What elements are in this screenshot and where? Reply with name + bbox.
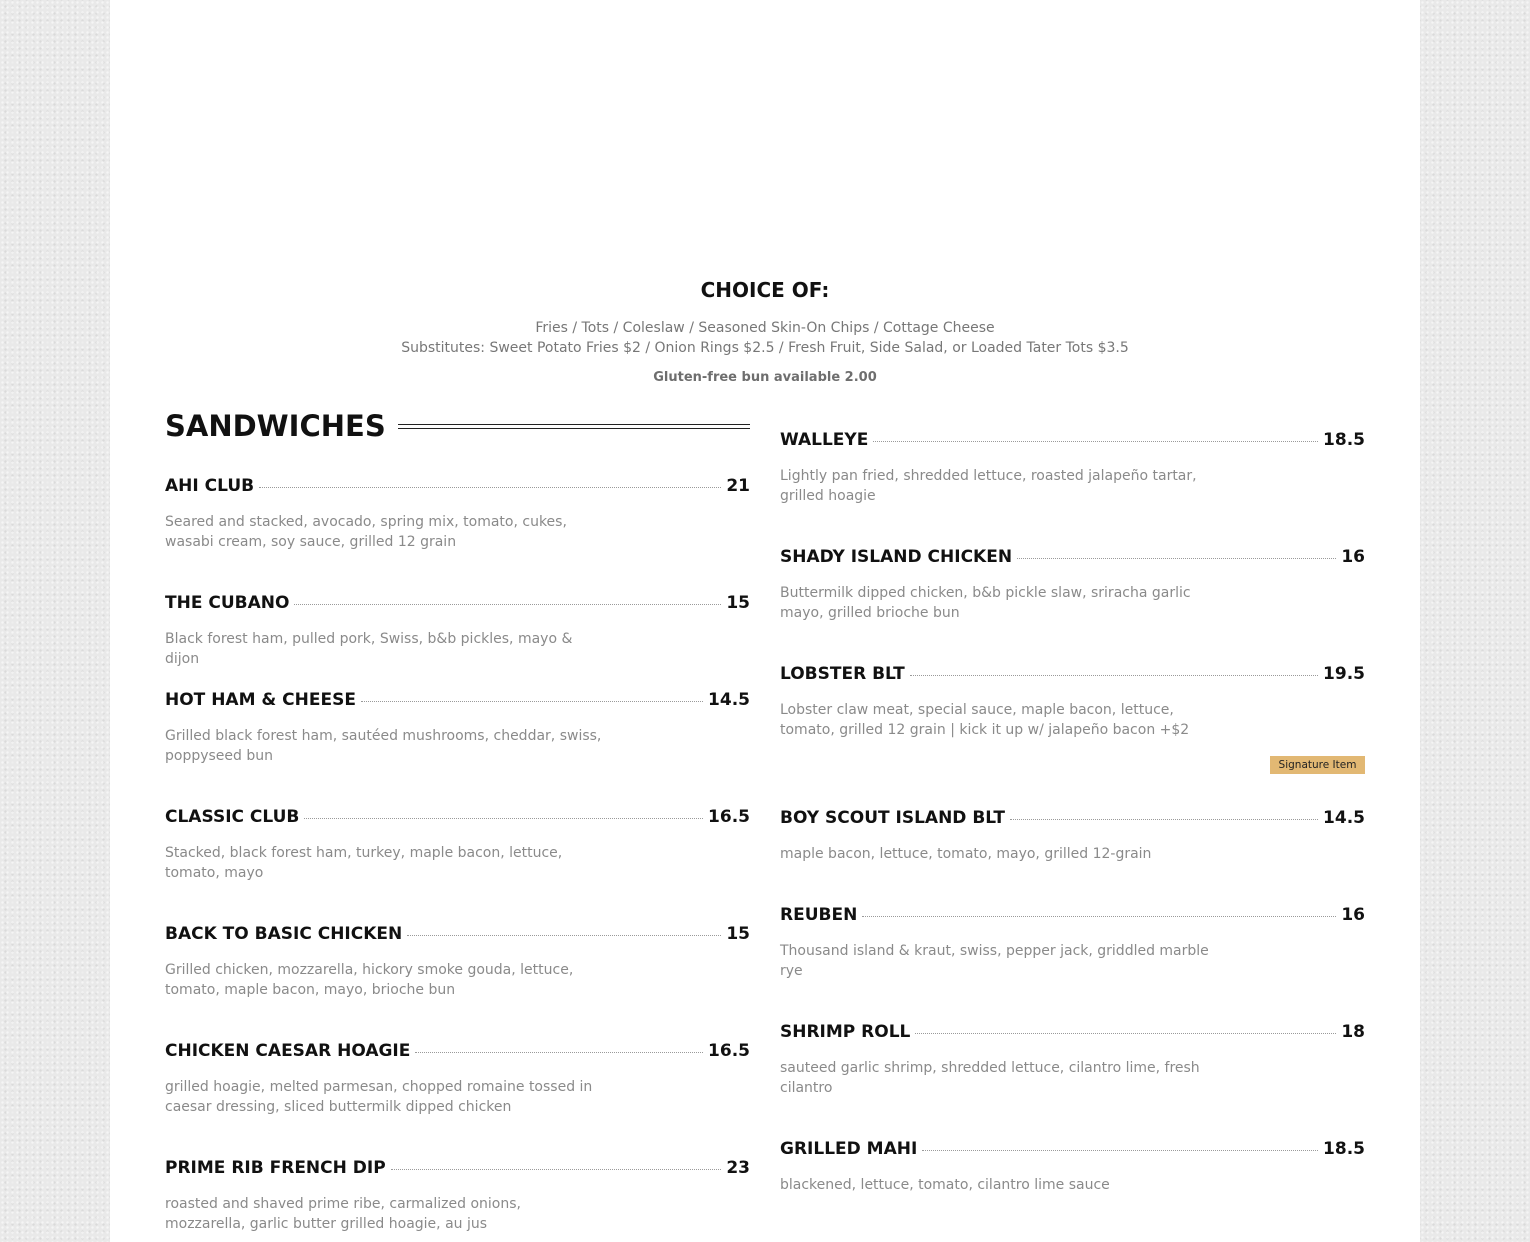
item-name: BOY SCOUT ISLAND BLT: [780, 808, 1005, 828]
item-description: Buttermilk dipped chicken, b&b pickle slaw, sriracha garlic mayo, grilled brioche bun: [780, 585, 1191, 621]
menu-item-lobster-blt: [780, 664, 1365, 740]
menu-item-shrimp-roll: [780, 1022, 1365, 1098]
menu-item-chicken-caesar-hoagie: [165, 1041, 750, 1117]
item-name: CHICKEN CAESAR HOAGIE: [165, 1041, 411, 1061]
dot-leader: [915, 1033, 1336, 1034]
item-name: BACK TO BASIC CHICKEN: [165, 924, 403, 944]
item-description: sauteed garlic shrimp, shredded lettuce, cilantro lime, fresh cilantro: [780, 1060, 1200, 1096]
sandwiches-section-heading: [165, 404, 750, 448]
item-description: Stacked, black forest ham, turkey, maple bacon, lettuce, tomato, mayo: [165, 845, 563, 881]
menu-item-grilled-mahi: [780, 1139, 1365, 1195]
item-name: THE CUBANO: [165, 593, 290, 613]
dot-leader: [361, 701, 703, 702]
item-price: 21: [726, 476, 750, 496]
item-description: Lightly pan fried, shredded lettuce, roasted jalapeño tartar, grilled hoagie: [780, 468, 1197, 504]
item-price: 19.5: [1323, 664, 1365, 684]
menu-item-classic-club: [165, 807, 750, 883]
menu-item-shady-island-chicken: [780, 547, 1365, 623]
item-price: 14.5: [708, 690, 750, 710]
menu-page: [110, 0, 1420, 1242]
item-price: 23: [726, 1158, 750, 1178]
dot-leader: [910, 675, 1318, 676]
dot-leader: [259, 487, 721, 488]
item-price: 15: [726, 593, 750, 613]
item-description: grilled hoagie, melted parmesan, chopped romaine tossed in caesar dressing, sliced buttermilk dipped chicken: [165, 1079, 593, 1115]
item-description: Lobster claw meat, special sauce, maple bacon, lettuce, tomato, grilled 12 grain | kick it up w/ jalapeño bacon +$2: [780, 702, 1190, 738]
dot-leader: [1010, 819, 1318, 820]
dot-leader: [862, 916, 1336, 917]
item-name: WALLEYE: [780, 430, 869, 450]
signature-item-badge: Signature Item: [1270, 756, 1365, 774]
item-name: SHRIMP ROLL: [780, 1022, 911, 1042]
dot-leader: [873, 441, 1318, 442]
menu-item-boy-scout-island-blt: [780, 808, 1365, 864]
dot-leader: [391, 1169, 722, 1170]
item-description: maple bacon, lettuce, tomato, mayo, grilled 12-grain: [780, 846, 1152, 862]
choice-of-heading: CHOICE OF:: [700, 278, 830, 302]
item-name: PRIME RIB FRENCH DIP: [165, 1158, 386, 1178]
item-price: 16.5: [708, 807, 750, 827]
menu-item-ahi-club: [165, 476, 750, 552]
item-description: Seared and stacked, avocado, spring mix, tomato, cukes, wasabi cream, soy sauce, grilled 12 grain: [165, 514, 567, 550]
item-name: HOT HAM & CHEESE: [165, 690, 356, 710]
item-name: SHADY ISLAND CHICKEN: [780, 547, 1013, 567]
menu-item-walleye: [780, 430, 1365, 506]
section-title: SANDWICHES: [165, 409, 386, 443]
section-divider: [398, 424, 750, 429]
menu-item-the-cubano: [165, 593, 750, 669]
item-description: Black forest ham, pulled pork, Swiss, b&b pickles, mayo & dijon: [165, 631, 573, 667]
side-options-text: Fries / Tots / Coleslaw / Seasoned Skin-On Chips / Cottage Cheese: [535, 320, 995, 336]
item-price: 14.5: [1323, 808, 1365, 828]
item-description: blackened, lettuce, tomato, cilantro lime sauce: [780, 1177, 1110, 1193]
menu-item-back-to-basic-chicken: [165, 924, 750, 1000]
item-description: Grilled black forest ham, sautéed mushrooms, cheddar, swiss, poppyseed bun: [165, 728, 602, 764]
dot-leader: [415, 1052, 703, 1053]
item-price: 16.5: [708, 1041, 750, 1061]
item-description: Thousand island & kraut, swiss, pepper jack, griddled marble rye: [780, 943, 1209, 979]
menu-item-prime-rib-french-dip: [165, 1158, 750, 1234]
item-price: 18.5: [1323, 430, 1365, 450]
substitutes-text: Substitutes: Sweet Potato Fries $2 / Onion Rings $2.5 / Fresh Fruit, Side Salad, or Loaded Tater Tots $3.5: [401, 340, 1129, 356]
dot-leader: [407, 935, 721, 936]
item-name: LOBSTER BLT: [780, 664, 905, 684]
menu-item-reuben: [780, 905, 1365, 981]
dot-leader: [922, 1150, 1318, 1151]
item-name: REUBEN: [780, 905, 858, 925]
dot-leader: [1017, 558, 1336, 559]
dot-leader: [304, 818, 703, 819]
item-price: 16: [1341, 905, 1365, 925]
menu-item-hot-ham-cheese: [165, 690, 750, 766]
item-price: 16: [1341, 547, 1365, 567]
item-description: roasted and shaved prime ribe, carmalized onions, mozzarella, garlic butter grilled hoagie, au jus: [165, 1196, 521, 1232]
item-name: GRILLED MAHI: [780, 1139, 918, 1159]
item-price: 15: [726, 924, 750, 944]
item-price: 18.5: [1323, 1139, 1365, 1159]
item-name: AHI CLUB: [165, 476, 255, 496]
item-price: 18: [1341, 1022, 1365, 1042]
dot-leader: [294, 604, 721, 605]
item-description: Grilled chicken, mozzarella, hickory smoke gouda, lettuce, tomato, maple bacon, mayo, brioche bun: [165, 962, 574, 998]
gluten-free-note: Gluten-free bun available 2.00: [653, 370, 877, 385]
item-name: CLASSIC CLUB: [165, 807, 300, 827]
